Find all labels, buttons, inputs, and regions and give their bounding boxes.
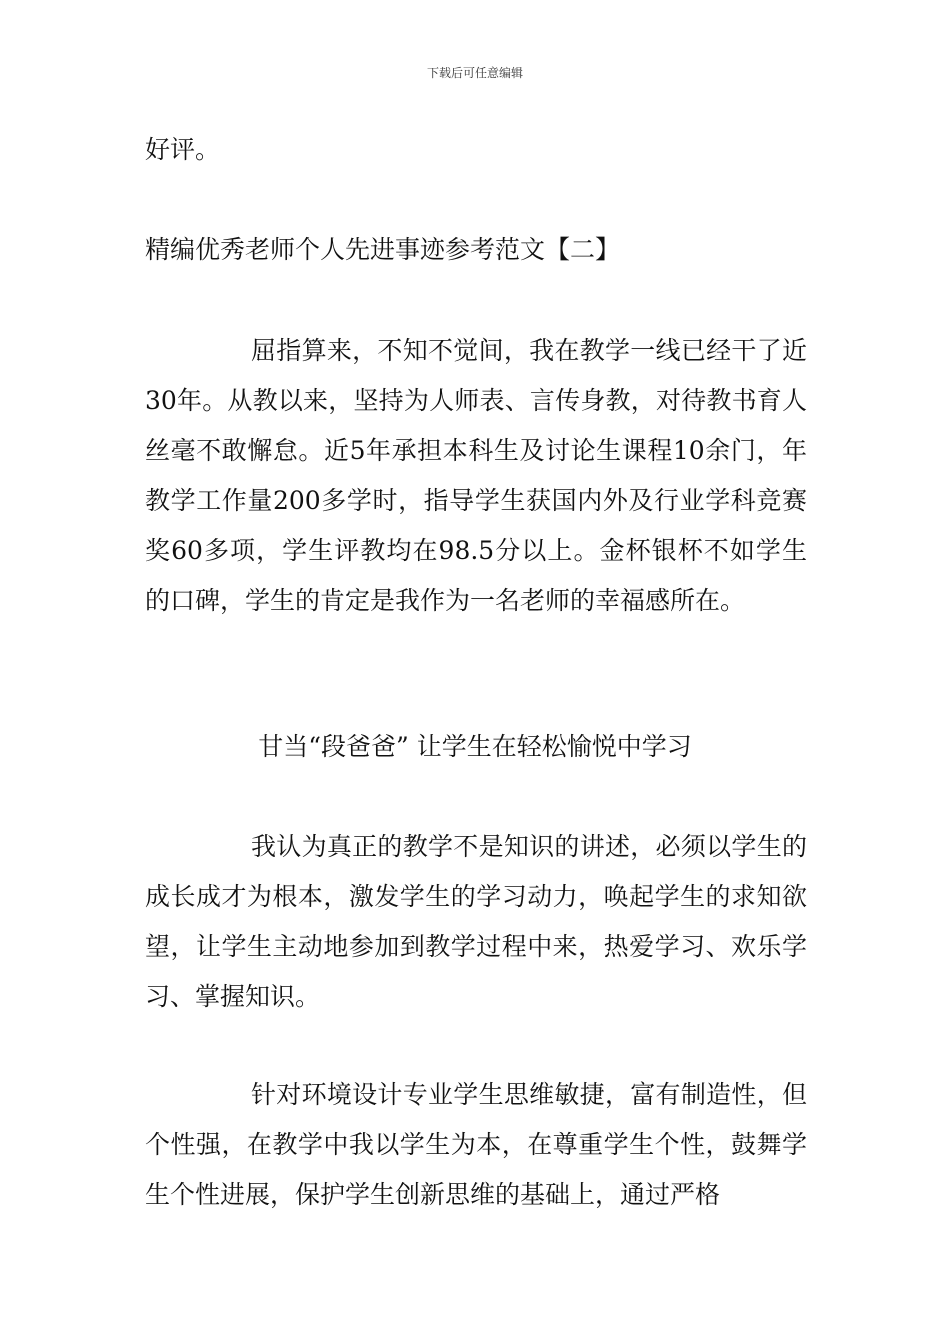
previous-paragraph-fragment: 好评。 xyxy=(145,135,221,164)
paragraph-teaching-experience: 屈指算来，不知不觉间，我在教学一线已经干了近30年。从教以来，坚持为人师表、言传身教，对待教书育人丝毫不敢懈怠。近5年承担本科生及讨论生课程10余门，年教学工作量200多学时，指导学生获国内外及行业学科竞赛奖60多项，学生评教均在98.5分以上。金杯银杯不如学生的口碑，学生的肯定是我作为一名老师的幸福感所在。 xyxy=(145,336,807,615)
section-title: 精编优秀老师个人先进事迹参考范文【二】 xyxy=(145,235,621,264)
paragraph-teaching-philosophy: 我认为真正的教学不是知识的讲述，必须以学生的成长成才为根本，激发学生的学习动力，唤起学生的求知欲望，让学生主动地参加到教学过程中来，热爱学习、欢乐学习、掌握知识。 xyxy=(145,832,807,1011)
page-header: 下载后可任意编辑 xyxy=(426,66,523,80)
subheading: 甘当“段爸爸” 让学生在轻松愉悦中学习 xyxy=(258,732,692,761)
paragraph-teaching-method: 针对环境设计专业学生思维敏捷，富有制造性，但个性强，在教学中我以学生为本，在尊重学生个性，鼓舞学生个性进展，保护学生创新思维的基础上，通过严格 xyxy=(145,1080,807,1209)
